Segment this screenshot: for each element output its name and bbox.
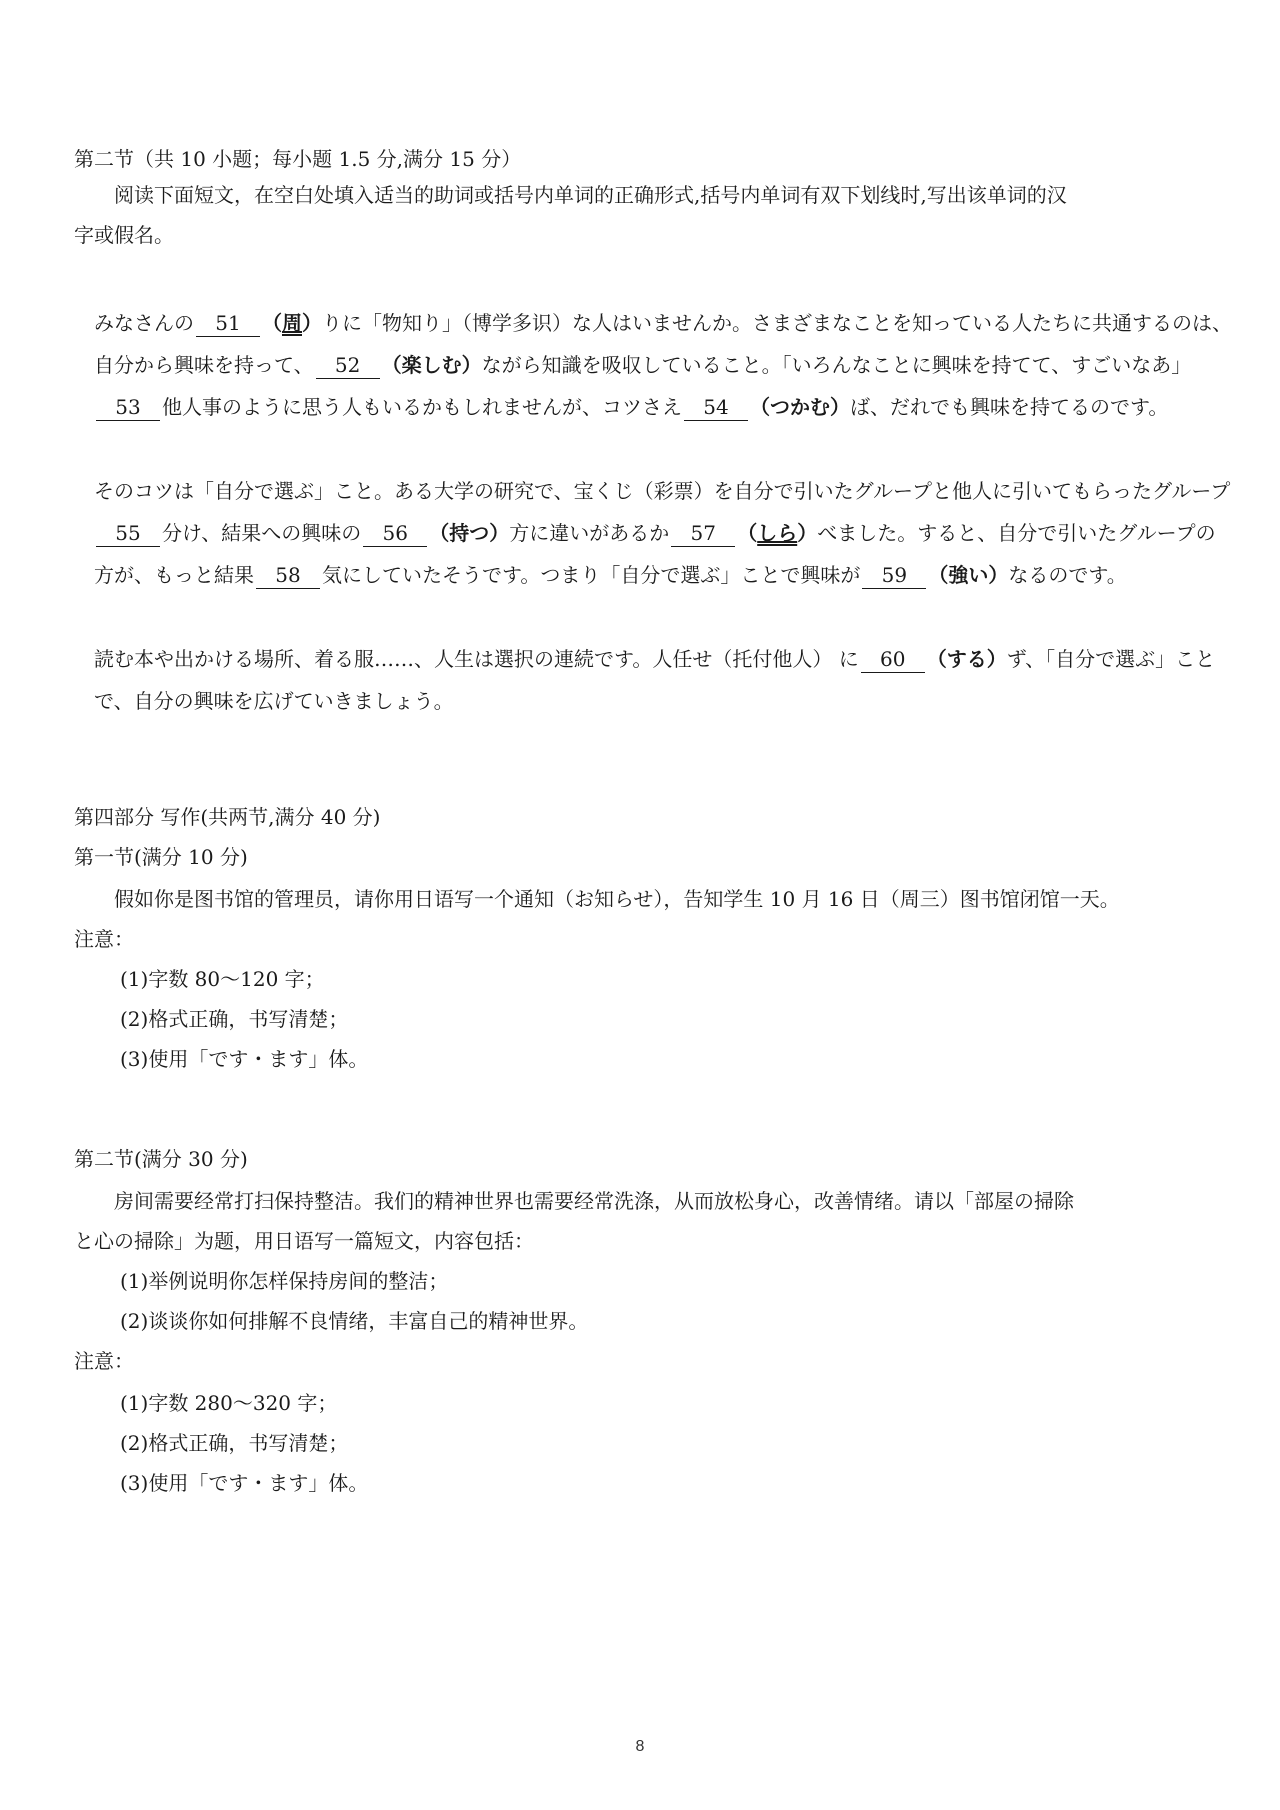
passage-text: ば、だれでも興味を持てるのです。 — [850, 395, 1169, 419]
passage-text: みなさんの — [94, 311, 194, 335]
hint-59: （強い） — [928, 563, 1009, 587]
writing-section1-note-item: (1)字数 80～120 字； — [120, 967, 325, 991]
passage-paragraph-3 — [74, 638, 1234, 722]
blank-56[interactable]: 56 — [363, 520, 427, 547]
writing-section1-task: 假如你是图书馆的管理员，请你用日语写一个通知（お知らせ），告知学生 10 月 16 日（周三）图书馆闭馆一天。 — [114, 887, 1120, 911]
writing-section1-note-item: (2)格式正确，书写清楚； — [120, 1007, 349, 1031]
section2-heading: 第二节（共 10 小题；每小题 1.5 分,满分 15 分） — [74, 147, 522, 171]
blank-60[interactable]: 60 — [861, 646, 925, 673]
passage-text: ながら知識を吸収していること。「いろんなことに興味を持てて、すごいなあ」 — [481, 353, 1192, 377]
writing-section1-heading: 第一节(满分 10 分) — [74, 845, 248, 869]
writing-section1-note-label: 注意： — [74, 927, 134, 951]
writing-section2-note-item: (2)格式正确，书写清楚； — [120, 1431, 349, 1455]
hint-52: （楽しむ） — [381, 353, 482, 377]
passage-text: なるのです。 — [1008, 563, 1127, 587]
blank-53[interactable]: 53 — [96, 394, 160, 421]
blank-58[interactable]: 58 — [256, 562, 320, 589]
hint-60: （する） — [926, 647, 1007, 671]
part4-heading: 第四部分 写作(共两节,满分 40 分) — [74, 805, 381, 829]
passage-text: べました。すると、自分で引いたグループの方が、もっと結果 — [94, 521, 1216, 587]
passage-text: ず、「自分で選ぶ」ことで、自分の興味を広げていきましょう。 — [94, 647, 1216, 713]
writing-section2-note-item: (3)使用「です・ます」体。 — [120, 1471, 369, 1495]
passage-text: 分け、結果への興味の — [162, 521, 362, 545]
passage-text: 方に違いがあるか — [509, 521, 670, 545]
passage-text: 他人事のように思う人もいるかもしれませんが、コツさえ — [162, 395, 682, 419]
writing-section1-note-item: (3)使用「です・ます」体。 — [120, 1047, 369, 1071]
passage-text: 読む本や出かける場所、着る服……、人生は選択の連続です。人任せ（托付他人） に — [94, 647, 859, 671]
writing-section2-task-line1: 房间需要经常打扫保持整洁。我们的精神世界也需要经常洗涤，从而放松身心，改善情绪。请以「部屋の掃除 — [114, 1189, 1074, 1213]
passage-text: そのコツは「自分で選ぶ」こと。ある大学の研究で、宝くじ（彩票）を自分で引いたグループと他人に引いてもらったグループ — [94, 479, 1231, 503]
blank-57[interactable]: 57 — [671, 520, 735, 547]
section2-instruction-line2: 字或假名。 — [74, 223, 174, 247]
writing-section2-content-item: (1)举例说明你怎样保持房间的整洁； — [120, 1269, 449, 1293]
blank-54[interactable]: 54 — [684, 394, 748, 421]
hint-56: （持つ） — [429, 521, 510, 545]
writing-section2-heading: 第二节(满分 30 分) — [74, 1147, 248, 1171]
passage-text: りに「物知り」（博学多识）な人はいませんか。さまざまなことを知っている人たちに共通するのは、自分から興味を持って、 — [94, 311, 1232, 377]
blank-59[interactable]: 59 — [862, 562, 926, 589]
page-number: 8 — [635, 1738, 645, 1755]
hint-57: （しら） — [737, 521, 818, 545]
blank-52[interactable]: 52 — [316, 352, 380, 379]
passage-text: 気にしていたそうです。つまり「自分で選ぶ」ことで興味が — [322, 563, 861, 587]
writing-section2-note-label: 注意： — [74, 1349, 134, 1373]
hint-54: （つかむ） — [750, 395, 850, 419]
blank-55[interactable]: 55 — [96, 520, 160, 547]
blank-51[interactable]: 51 — [196, 310, 260, 337]
passage-paragraph-1 — [74, 302, 1234, 428]
hint-51: （周） — [262, 311, 322, 335]
writing-section2-task-line2: と心の掃除」为题，用日语写一篇短文，内容包括： — [74, 1229, 534, 1253]
passage-paragraph-2 — [74, 470, 1234, 596]
writing-section2-note-item: (1)字数 280～320 字； — [120, 1391, 338, 1415]
section2-instruction-line1: 阅读下面短文，在空白处填入适当的助词或括号内单词的正确形式,括号内单词有双下划线时,写出该单词的汉 — [114, 183, 1067, 207]
writing-section2-content-item: (2)谈谈你如何排解不良情绪，丰富自己的精神世界。 — [120, 1309, 589, 1333]
